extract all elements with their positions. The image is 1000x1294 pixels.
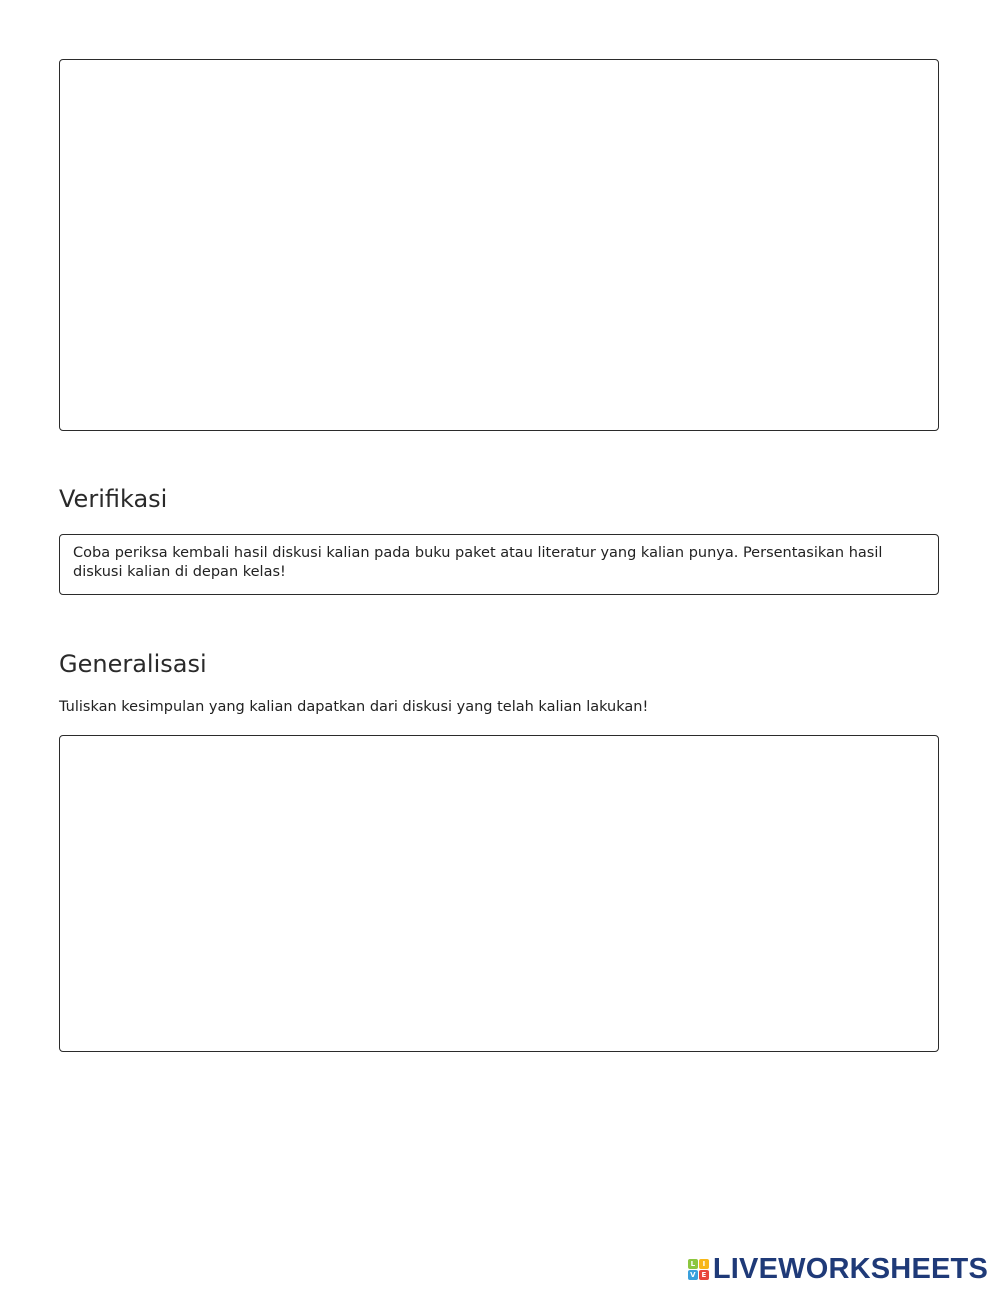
logo-tile-v: V: [688, 1270, 698, 1280]
generalisasi-instruction: Tuliskan kesimpulan yang kalian dapatkan dari diskusi yang telah kalian lakukan!: [59, 699, 649, 715]
section-title-generalisasi: Generalisasi: [59, 650, 207, 678]
answer-box-generalisasi[interactable]: [59, 735, 939, 1052]
logo-tile-l: L: [688, 1259, 698, 1269]
logo-tile-e: E: [699, 1270, 709, 1280]
liveworksheets-logo: [688, 1255, 988, 1283]
section-title-verifikasi: Verifikasi: [59, 485, 168, 513]
liveworksheets-logo-icon: [688, 1259, 709, 1280]
liveworksheets-logo-text: LIVEWORKSHEETS: [712, 1253, 988, 1285]
verifikasi-instruction-box: Coba periksa kembali hasil diskusi kalian pada buku paket atau literatur yang kalian punya. Persentasikan hasil diskusi kalian di depan kelas!: [59, 534, 939, 595]
answer-box-top[interactable]: [59, 59, 939, 431]
logo-tile-i: I: [699, 1259, 709, 1269]
